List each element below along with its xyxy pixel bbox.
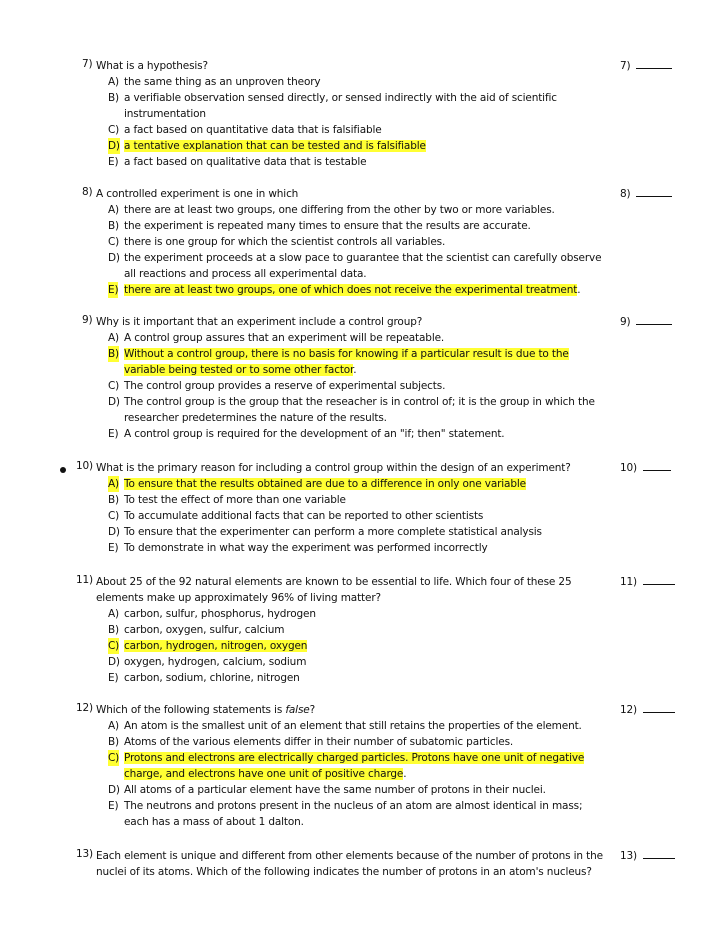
option-text: the experiment proceeds at a slow pace to guarantee that the scientist can carefully observe all reactions and process all experimental data.	[124, 252, 602, 280]
answer-blank[interactable]	[643, 848, 675, 859]
option-text: a fact based on quantitative data that is falsifiable	[124, 124, 382, 136]
answer-number: 7)	[620, 60, 631, 72]
option-text: The control group is the group that the reseacher is in control of; it is the group in which the researcher predetermines the nature of the results.	[124, 396, 595, 424]
option-label: E)	[108, 672, 119, 684]
option-text: The control group provides a reserve of experimental subjects.	[124, 380, 446, 392]
answer-slot	[620, 702, 675, 716]
answer-blank[interactable]	[643, 702, 675, 713]
answer-number: 9)	[620, 316, 631, 328]
option-text: carbon, oxygen, sulfur, calcium	[124, 624, 285, 636]
bullet-marker	[60, 467, 66, 473]
option-text: To ensure that the experimenter can perform a more complete statistical analysis	[124, 526, 542, 538]
option-text: The neutrons and protons present in the nucleus of an atom are almost identical in mass; each has a mass of about 1 dalton.	[124, 800, 583, 828]
answer-slot	[620, 848, 675, 862]
option-label: E)	[108, 284, 119, 296]
option-label: C)	[108, 640, 120, 652]
answer-slot	[620, 186, 672, 200]
option-text: a verifiable observation sensed directly, or sensed indirectly with the aid of scientific instrumentation	[124, 92, 557, 120]
option-text: a fact based on qualitative data that is testable	[124, 156, 367, 168]
question-text: What is a hypothesis?	[96, 60, 208, 72]
option-label: D)	[108, 784, 120, 796]
question-text: Why is it important that an experiment include a control group?	[96, 316, 423, 328]
option-text: there are at least two groups, one differing from the other by two or more variables.	[124, 204, 555, 216]
option-label: A)	[108, 332, 119, 344]
answer-slot	[620, 58, 672, 72]
answer-blank[interactable]	[643, 460, 671, 471]
answer-number: 12)	[620, 704, 638, 716]
option-label: C)	[108, 510, 120, 522]
option-label: D)	[108, 140, 120, 152]
question-text-emphasis: false	[285, 704, 310, 716]
answer-blank[interactable]	[636, 314, 672, 325]
option-label: E)	[108, 428, 119, 440]
option-label: E)	[108, 800, 119, 812]
question-text-part: ?	[309, 704, 316, 716]
option-text: the experiment is repeated many times to ensure that the results are accurate.	[124, 220, 531, 232]
question-number: 9)	[82, 314, 93, 326]
question-number: 12)	[76, 702, 94, 714]
option-label: D)	[108, 656, 120, 668]
answer-number: 13)	[620, 850, 638, 862]
question-number: 8)	[82, 186, 93, 198]
option-label: B)	[108, 736, 119, 748]
question-text: Each element is unique and different from other elements because of the number of protons in the nuclei of its atoms. Which of the following indicates the number of protons in an atom's nucleus?	[96, 850, 603, 878]
answer-slot	[620, 574, 675, 588]
question-text: What is the primary reason for including a control group within the design of an experiment?	[96, 462, 571, 474]
option-text: A control group assures that an experiment will be repeatable.	[124, 332, 445, 344]
option-text-highlighted: Without a control group, there is no basis for knowing if a particular result is due to the variable being tested or to some other factor	[124, 348, 569, 376]
option-label: C)	[108, 752, 120, 764]
option-text: To test the effect of more than one variable	[124, 494, 346, 506]
option-label: A)	[108, 720, 119, 732]
option-label: D)	[108, 526, 120, 538]
option-text-highlighted: carbon, hydrogen, nitrogen, oxygen	[124, 640, 308, 652]
option-text-highlighted: Protons and electrons are electrically charged particles. Protons have one unit of negative charge, and electrons have one unit of positive charge	[124, 752, 585, 780]
question-text: A controlled experiment is one in which	[96, 188, 299, 200]
option-suffix: .	[577, 284, 581, 296]
option-text: To accumulate additional facts that can be reported to other scientists	[124, 510, 484, 522]
question-number: 7)	[82, 58, 93, 70]
option-text: there is one group for which the scientist controls all variables.	[124, 236, 446, 248]
option-text: An atom is the smallest unit of an element that still retains the properties of the element.	[124, 720, 582, 732]
option-text: All atoms of a particular element have the same number of protons in their nuclei.	[124, 784, 546, 796]
option-text: A control group is required for the development of an "if; then" statement.	[124, 428, 505, 440]
option-text-highlighted: To ensure that the results obtained are due to a difference in only one variable	[124, 478, 526, 490]
option-text: To demonstrate in what way the experiment was performed incorrectly	[124, 542, 488, 554]
answer-number: 8)	[620, 188, 631, 200]
answer-slot	[620, 314, 672, 328]
answer-blank[interactable]	[643, 574, 675, 585]
option-label: A)	[108, 608, 119, 620]
option-label: B)	[108, 494, 119, 506]
option-text-highlighted: a tentative explanation that can be tested and is falsifiable	[124, 140, 426, 152]
question-number: 13)	[76, 848, 94, 860]
option-label: D)	[108, 396, 120, 408]
option-label: A)	[108, 204, 119, 216]
option-text: the same thing as an unproven theory	[124, 76, 321, 88]
answer-blank[interactable]	[636, 58, 672, 69]
question-text-part: Which of the following statements is	[96, 704, 286, 716]
option-suffix: .	[353, 364, 357, 376]
answer-number: 11)	[620, 576, 638, 588]
option-label: A)	[108, 478, 119, 490]
question-number: 11)	[76, 574, 94, 586]
option-label: E)	[108, 542, 119, 554]
option-label: C)	[108, 124, 120, 136]
option-label: B)	[108, 348, 119, 360]
option-label: C)	[108, 236, 120, 248]
answer-number: 10)	[620, 462, 638, 474]
option-label: C)	[108, 380, 120, 392]
option-label: E)	[108, 156, 119, 168]
option-text-highlighted: there are at least two groups, one of which does not receive the experimental treatment	[124, 284, 578, 296]
answer-blank[interactable]	[636, 186, 672, 197]
question-text	[96, 702, 616, 718]
question-text: About 25 of the 92 natural elements are known to be essential to life. Which four of these 25 elements make up approximately 96% of living matter?	[96, 576, 572, 604]
answer-slot	[620, 460, 671, 474]
option-label: D)	[108, 252, 120, 264]
option-label: B)	[108, 92, 119, 104]
option-suffix: .	[403, 768, 407, 780]
option-text: carbon, sodium, chlorine, nitrogen	[124, 672, 300, 684]
question-number: 10)	[76, 460, 94, 472]
option-text: oxygen, hydrogen, calcium, sodium	[124, 656, 307, 668]
option-label: B)	[108, 624, 119, 636]
option-text: Atoms of the various elements differ in their number of subatomic particles.	[124, 736, 514, 748]
option-text: carbon, sulfur, phosphorus, hydrogen	[124, 608, 316, 620]
option-label: A)	[108, 76, 119, 88]
option-label: B)	[108, 220, 119, 232]
